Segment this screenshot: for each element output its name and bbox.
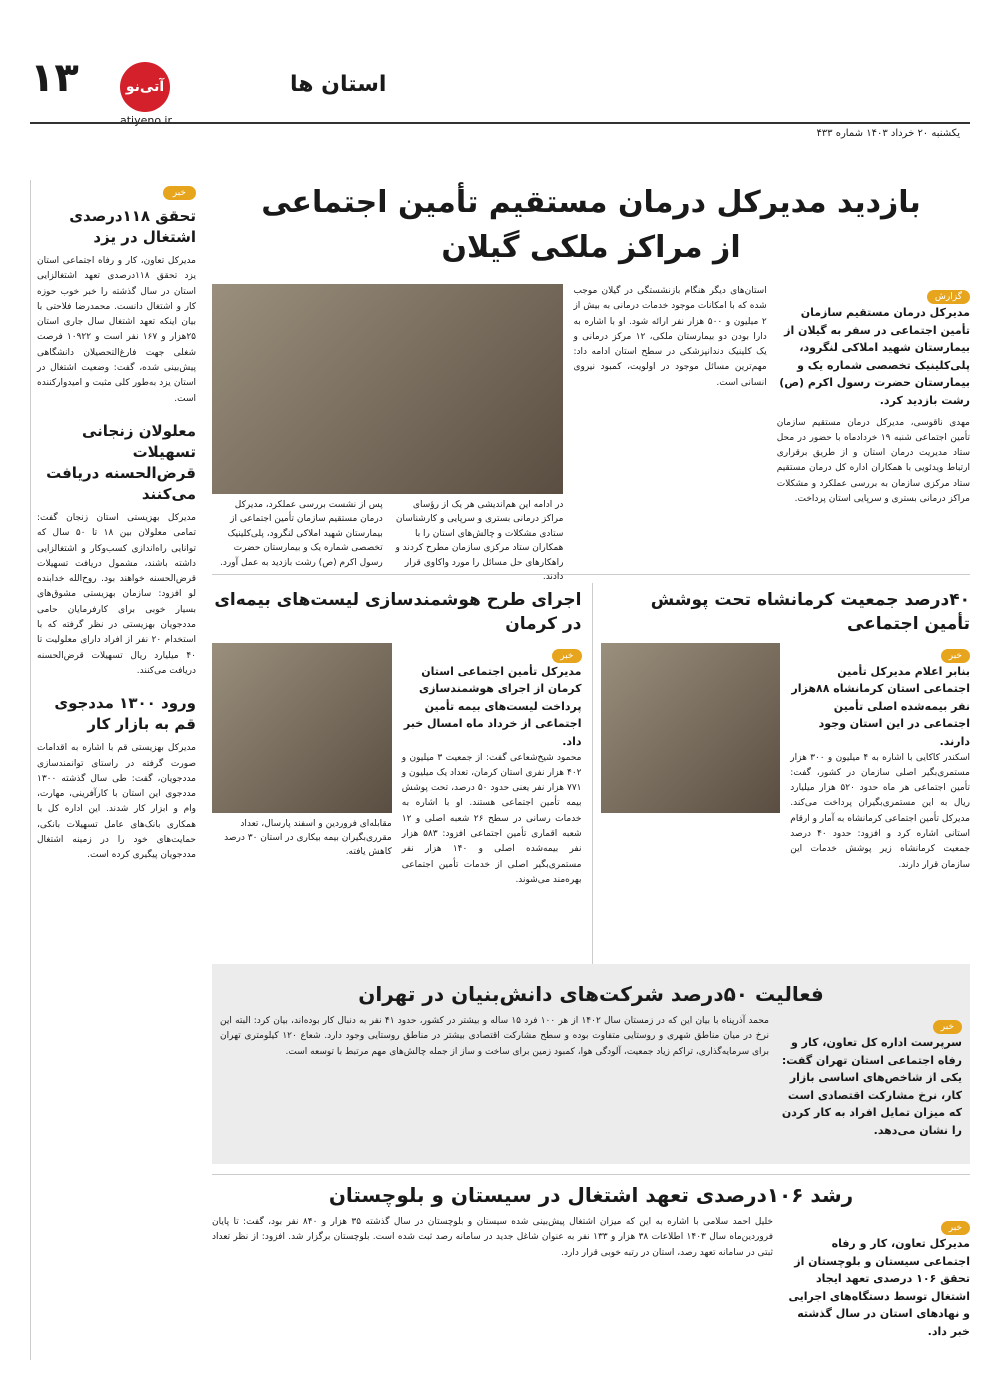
- news-badge: خبر: [941, 1221, 970, 1235]
- sistan-article: [212, 1174, 970, 1374]
- article-title: فعالیت ۵۰درصد شرکت‌های دانش‌بنیان در تهران: [358, 982, 824, 1006]
- header-divider: [30, 122, 970, 124]
- article-title: رشد ۱۰۶درصدی تعهد اشتغال در سیستان و بلوچستان: [212, 1174, 970, 1207]
- article-body: مهدی ناقوسی، مدیرکل درمان مستقیم سازمان تأمین اجتماعی شنبه ۱۹ خردادماه با حضور در محل ستاد مدیریت درمان استان و از طریق برقراری ارتباط ویدئویی با همکاران اداره کل درمان مستقیم ستاد مرکزی سازمان به بررسی عملکرد و مشکلات مراکز درمانی بستری و سرپایی استان پرداخت.: [776, 417, 970, 505]
- page-number: ۱۳: [30, 55, 79, 101]
- sidebar-article-text: مدیرکل بهزیستی قم با اشاره به اقدامات صورت گرفته در راستای توانمندسازی مددجویان، گفت: طی سال گذشته ۱۳۰۰ مددجوی این استان با کارآفرینی، مهارت، وام و ابزار کار شدند. این اداره کل با همکاری بانک‌های عامل تسهیلات بانکی، حمایت‌های خود را در زمینه اشتغال مددجویان پیگیری کرده است.: [37, 743, 196, 861]
- news-badge: خبر: [163, 186, 196, 200]
- sidebar-article-yazd: [31, 180, 202, 407]
- news-badge: خبر: [933, 1020, 962, 1034]
- article-body: خلیل احمد سلامی با اشاره به این که میزان اشتغال پیش‌بینی شده سیستان و بلوچستان در سال گذشته ۳۵ هزار و ۸۴۰ نفر بود، گفت: تا پایان فروردین‌ماه سال ۱۴۰۳ اطلاعات ۳۸ هزار و ۱۳۳ نفر به عنوان شاغل جدید در سامانه رصد ثبت شده است. بلوچستان برگزار شد. افزود: از نظر تعداد ثبتی در سامانه تعهد رصد، استان در رتبه خوبی قرار دارد.: [212, 1217, 773, 1258]
- sidebar-article-title: ورود ۱۳۰۰ مددجوی قم به بازار کار: [54, 694, 196, 734]
- page-header: [0, 0, 1000, 140]
- newspaper-logo: آتی‌نو: [120, 62, 170, 112]
- meeting-photo: [212, 284, 563, 494]
- main-content: [212, 180, 970, 1374]
- dateline: یکشنبه ۲۰ خرداد ۱۴۰۳ شماره ۴۳۳: [816, 128, 960, 139]
- sidebar: [30, 180, 202, 1360]
- photo-caption: مقابله‌ای فروردین و اسفند پارسال، تعداد مقرری‌بگیران بیمه بیکاری در استان ۳۰ درصد کاهش یافته.: [224, 818, 392, 858]
- article-title: اجرای طرح هوشمندسازی لیست‌های بیمه‌ای در کرمان: [214, 590, 582, 634]
- official-photo: [601, 643, 781, 813]
- article-title: ۴۰درصد جمعیت کرمانشاه تحت پوشش تأمین اجتماعی: [650, 590, 970, 634]
- sidebar-article-zanjan: [31, 421, 202, 679]
- article-lead: سرپرست اداره کل تعاون، کار و رفاه اجتماعی استان تهران گفت: یکی از شاخص‌های اساسی بازار کار، نرخ مشارکت اقتصادی است که میزان تمایل افراد به کار کردن را نشان می‌دهد.: [781, 1036, 962, 1137]
- article-body: در ادامه این هم‌اندیشی هر یک از رؤسای مراکز درمانی بستری و سرپایی و کارشناسان ستادی مشکلات و چالش‌های استان را با همکاران ستاد مرکزی سازمان مطرح کردند و راهکارهای حل مسائل را مورد واکاوی قرار دادند.: [395, 500, 564, 582]
- photo-caption: پس از نشست بررسی عملکرد، مدیرکل درمان مستقیم سازمان تأمین اجتماعی از بیمارستان شهید املاکی لنگرود، پلی‌کلینیک تخصصی شماره یک و بیمارستان حضرت رسول اکرم (ص) رشت بازدید به عمل آورد.: [220, 500, 383, 568]
- article-lead: مدیرکل درمان مستقیم سازمان تأمین اجتماعی در سفر به گیلان از بیمارستان شهید املاکی لنگرود، پلی‌کلینیک تخصصی شماره یک و بیمارستان حضرت رسول اکرم (ص) رشت بازدید کرد.: [779, 306, 970, 407]
- news-badge: خبر: [941, 649, 970, 663]
- article-body: اسکندر کاکایی با اشاره به ۴ میلیون و ۳۰۰ هزار مستمری‌بگیر اصلی سازمان در کشور، گفت: تأمین اجتماعی هر ماه حدود ۵۲۰ هزار میلیارد ریال به این مستمری‌بگیران پرداخت می‌کند. مدیرکل تأمین اجتماعی کرمانشاه به آمار و ارقام استانی اشاره کرد و افزود: حدود ۴۰ درصد جمعیت کرمانشاه زیر پوشش خدمات این سازمان قرار دارند.: [790, 752, 971, 870]
- report-badge: گزارش: [927, 290, 970, 304]
- main-headline: [212, 180, 970, 270]
- headline-line-1: بازدید مدیرکل درمان مستقیم تأمین اجتماعی: [261, 185, 921, 220]
- article-lead: مدیرکل تأمین اجتماعی استان کرمان از اجرای هوشمندسازی پرداخت لیست‌های بیمه تأمین اجتماعی از خرداد ماه امسال خبر داد.: [403, 664, 582, 748]
- article-body: محمود شیخ‌شعاعی گفت: از جمعیت ۳ میلیون و ۴۰۲ هزار نفری استان کرمان، تعداد یک میلیون و ۷۷۱ هزار نفر یعنی حدود ۵۰ درصد، تحت پوشش بیمه تأمین اجتماعی هستند. او با اشاره به خدمات رسانی در سطح ۲۶ شعبه اصلی و ۱۲ شعبه اقماری تأمین اجتماعی افزود: ۵۸۳ هزار نفر بیمه‌شده اصلی و ۱۴۰ هزار نفر مستمری‌بگیر اصلی از خدمات تأمین اجتماعی بهره‌مند می‌شوند.: [401, 752, 582, 885]
- section-title: استان ها: [290, 72, 387, 97]
- article-body: استان‌های دیگر هنگام بازنشستگی در گیلان موجب شده که با امکانات موجود خدمات درمانی به بیش از ۲ میلیون و ۵۰۰ هزار نفر ارائه شود. او با اشاره به دارا بودن دو بیمارستان ملکی، ۱۲ مرکز درمانی و یک کلینیک دندانپزشکی در سطح استان ادامه داد: مهم‌ترین مسائل موجود در اولویت، کمبود نیروی انسانی است.: [573, 286, 767, 388]
- sidebar-article-text: مدیرکل تعاون، کار و رفاه اجتماعی استان یزد تحقق ۱۱۸درصدی تعهد اشتغالزایی استان در سال گذشته را خبر خوب حوزه کار و اشتغال دانست. محمدرضا فلاحتی با بیان اینکه تعهد اشتغال سال جاری استان ۲۵هزار و ۱۶۷ نفر است و ۱۰۹۲۲ فرصت شغلی جهت فارغ‌التحصیلان دانشگاهی پیش‌بینی شده، گفت: وضعیت اشتغال در استان یزد به‌طور کلی مثبت و امیدوارکننده است.: [37, 256, 197, 404]
- sidebar-article-text: مدیرکل بهزیستی استان زنجان گفت: تمامی معلولان بین ۱۸ تا ۵۰ سال که توانایی راه‌اندازی کسب‌وکار و اشتغالزایی داشته باشند، مشمول دریافت تسهیلات قرض‌الحسنه خواهند بود. روح‌الله خدابنده لو افزود: سازمان بهزیستی مشوق‌های بسیار خوبی برای کارفرمایان حامی مددجویان بهزیستی در نظر گرفته که با استخدام ۲۰ نفر از افراد دارای معلولیت تا ۴۰ میلیارد ریال تسهیلات قرض‌الحسنه دریافت می‌کنند.: [37, 512, 197, 676]
- article-lead: بنابر اعلام مدیرکل تأمین اجتماعی استان کرمانشاه ۸۸هزار نفر بیمه‌شده اصلی تأمین اجتماعی در این استان وجود دارند.: [791, 664, 970, 748]
- sidebar-article-title: تحقق ۱۱۸درصدی اشتغال در یزد: [69, 207, 196, 246]
- site-url: atiyeno.ir: [120, 114, 172, 127]
- tehran-article: [212, 964, 970, 1164]
- news-badge: خبر: [552, 649, 581, 663]
- article-lead: مدیرکل تعاون، کار و رفاه اجتماعی سیستان و بلوچستان از تحقق ۱۰۶ درصدی تعهد ایجاد اشتغال توسط دستگاه‌های اجرایی و نهادهای استان در سال گذشته خبر داد.: [788, 1237, 970, 1338]
- sidebar-article-title: معلولان زنجانی تسهیلات قرض‌الحسنه دریافت می‌کنند: [46, 421, 196, 503]
- sidebar-article-qom: [31, 693, 202, 863]
- article-body: محمد آذرپناه با بیان این که در زمستان سال ۱۴۰۲ از هر ۱۰۰ فرد ۱۵ ساله و بیشتر در کشور، حدود ۴۱ نفر به دنبال کار بوده‌اند، بیان کرد: البته این نرخ در میان مناطق شهری و روستایی متفاوت بوده و سطح مشارکت اقتصادی بیشتر در مناطق روستایی وجود دارد. شعاع ۱۲۰ کیلومتری تهران برای سرمایه‌گذاری، تراکم زیاد جمعیت، آلودگی هوا، کمبود زمین برای ساخت و ساز از جمله چالش‌های مهم مرتبط با توسعه است.: [220, 1016, 769, 1057]
- headline-line-2: از مراکز ملکی گیلان: [441, 230, 741, 265]
- official-photo: [212, 643, 392, 813]
